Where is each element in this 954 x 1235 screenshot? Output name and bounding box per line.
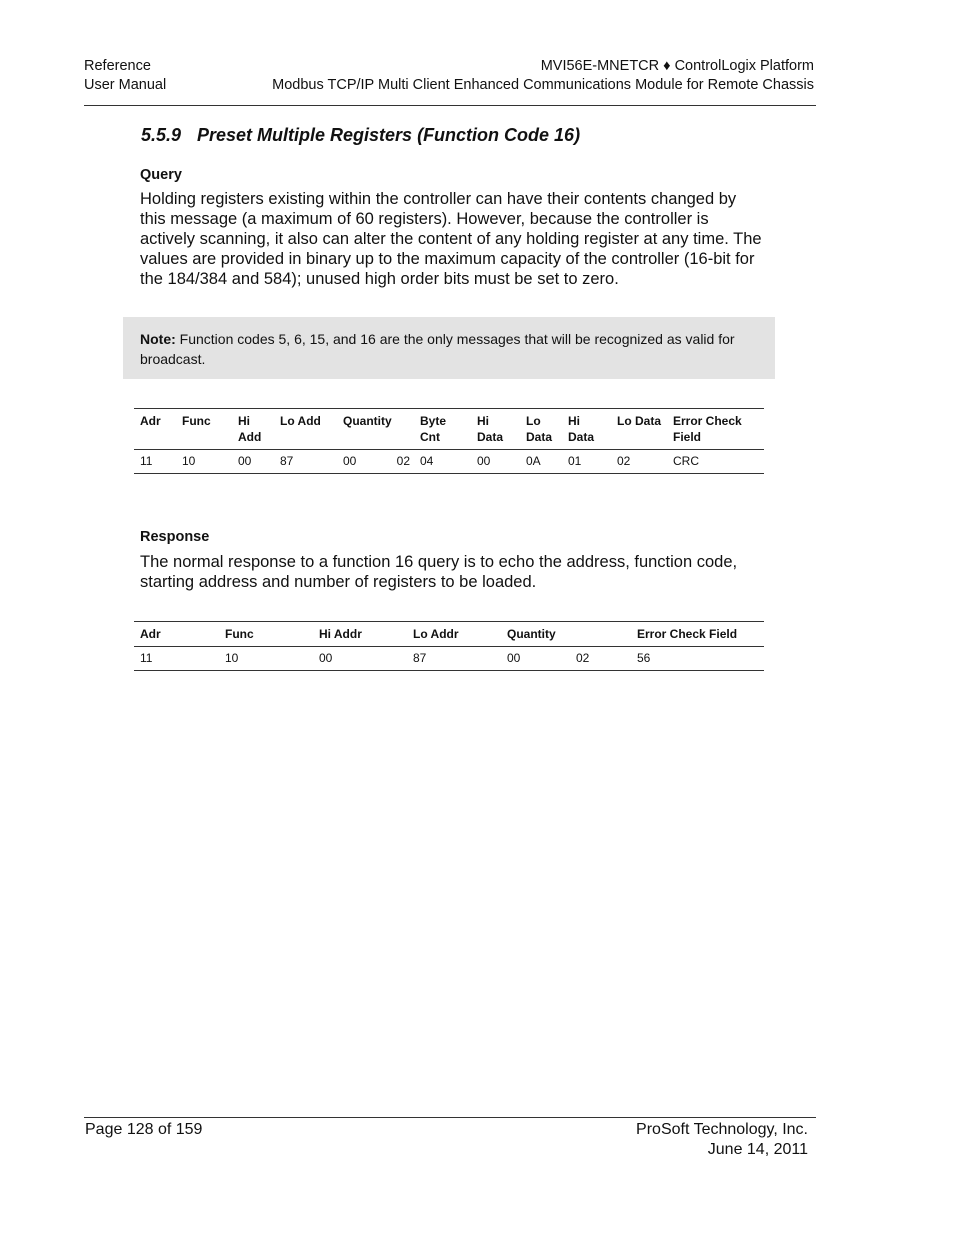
rc-quantity-hi: 00 bbox=[501, 647, 570, 671]
rh-lo-addr: Lo Addr bbox=[407, 622, 501, 647]
qc-lo-data-1: 0A bbox=[520, 450, 562, 474]
header-module: Modbus TCP/IP Multi Client Enhanced Communications Module for Remote Chassis bbox=[272, 77, 814, 93]
qc-quantity-hi: 00 bbox=[337, 450, 385, 474]
rc-func: 10 bbox=[219, 647, 313, 671]
query-paragraph: Holding registers existing within the controller can have their contents changed by this message (a maximum of 60 registers). However, because the controller is actively scanning, it also can alter the content of any holding register at any time. The values are provided in binary up to the maximum capacity of the controller (16-bit for the 184/384 and 584); unused high order bits must be set to zero. bbox=[140, 190, 762, 288]
qh-error-check: Error Check Field bbox=[667, 409, 764, 450]
response-heading: Response bbox=[140, 529, 210, 545]
note-body: Function codes 5, 6, 15, and 16 are the only messages that will be recognized as valid for broadcast. bbox=[140, 331, 735, 367]
footer-rule bbox=[84, 1117, 816, 1118]
qc-byte-cnt: 04 bbox=[414, 450, 471, 474]
header-right bbox=[272, 57, 814, 95]
table-row bbox=[134, 450, 764, 474]
note-label: Note: bbox=[140, 331, 176, 347]
rh-hi-addr: Hi Addr bbox=[313, 622, 407, 647]
qc-func: 10 bbox=[176, 450, 232, 474]
qc-lo-add: 87 bbox=[274, 450, 337, 474]
rh-quantity-lo bbox=[570, 622, 631, 647]
header-rule bbox=[84, 105, 816, 106]
response-table-header bbox=[134, 622, 764, 647]
rc-hi-addr: 00 bbox=[313, 647, 407, 671]
qh-lo-data-2: Lo Data bbox=[611, 409, 667, 450]
qc-adr: 11 bbox=[134, 450, 176, 474]
rh-adr: Adr bbox=[134, 622, 219, 647]
qh-quantity: Quantity bbox=[337, 409, 385, 450]
qh-byte-cnt: Byte Cnt bbox=[414, 409, 471, 450]
footer-right bbox=[636, 1120, 808, 1160]
rh-error-check: Error Check Field bbox=[631, 622, 764, 647]
qh-lo-add: Lo Add bbox=[274, 409, 337, 450]
header-left bbox=[84, 57, 166, 95]
rc-error-check: 56 bbox=[631, 647, 764, 671]
query-table-header bbox=[134, 409, 764, 450]
footer-company: ProSoft Technology, Inc. bbox=[636, 1121, 808, 1138]
response-table bbox=[134, 621, 764, 671]
header-reference: Reference bbox=[84, 58, 151, 74]
rh-quantity: Quantity bbox=[501, 622, 570, 647]
rc-lo-addr: 87 bbox=[407, 647, 501, 671]
header-product: MVI56E-MNETCR ♦ ControlLogix Platform bbox=[540, 58, 814, 74]
qc-hi-data-1: 00 bbox=[471, 450, 520, 474]
section-number: 5.5.9 bbox=[141, 125, 182, 145]
qh-hi-data-1: Hi Data bbox=[471, 409, 520, 450]
footer-page-number: Page 128 of 159 bbox=[85, 1121, 203, 1138]
rh-func: Func bbox=[219, 622, 313, 647]
qc-lo-data-2: 02 bbox=[611, 450, 667, 474]
response-paragraph: The normal response to a function 16 query is to echo the address, function code, starting address and number of registers to be loaded. bbox=[140, 553, 738, 591]
section-heading: Preset Multiple Registers (Function Code 16) bbox=[197, 125, 581, 145]
qc-hi-add: 00 bbox=[232, 450, 274, 474]
qh-hi-data-2: Hi Data bbox=[562, 409, 611, 450]
note-text bbox=[140, 329, 760, 369]
rc-quantity-lo: 02 bbox=[570, 647, 631, 671]
qh-lo-data-1: Lo Data bbox=[520, 409, 562, 450]
table-row bbox=[134, 647, 764, 671]
qc-hi-data-2: 01 bbox=[562, 450, 611, 474]
rc-adr: 11 bbox=[134, 647, 219, 671]
note-box bbox=[123, 317, 775, 379]
section-title bbox=[141, 125, 580, 146]
qc-error-check: CRC bbox=[667, 450, 764, 474]
qc-quantity-lo: 02 bbox=[385, 450, 414, 474]
footer-date: June 14, 2011 bbox=[707, 1141, 808, 1158]
qh-hi-add: Hi Add bbox=[232, 409, 274, 450]
qh-func: Func bbox=[176, 409, 232, 450]
header-user-manual: User Manual bbox=[84, 77, 167, 93]
qh-adr: Adr bbox=[134, 409, 176, 450]
query-table bbox=[134, 408, 764, 474]
query-heading: Query bbox=[140, 167, 182, 183]
